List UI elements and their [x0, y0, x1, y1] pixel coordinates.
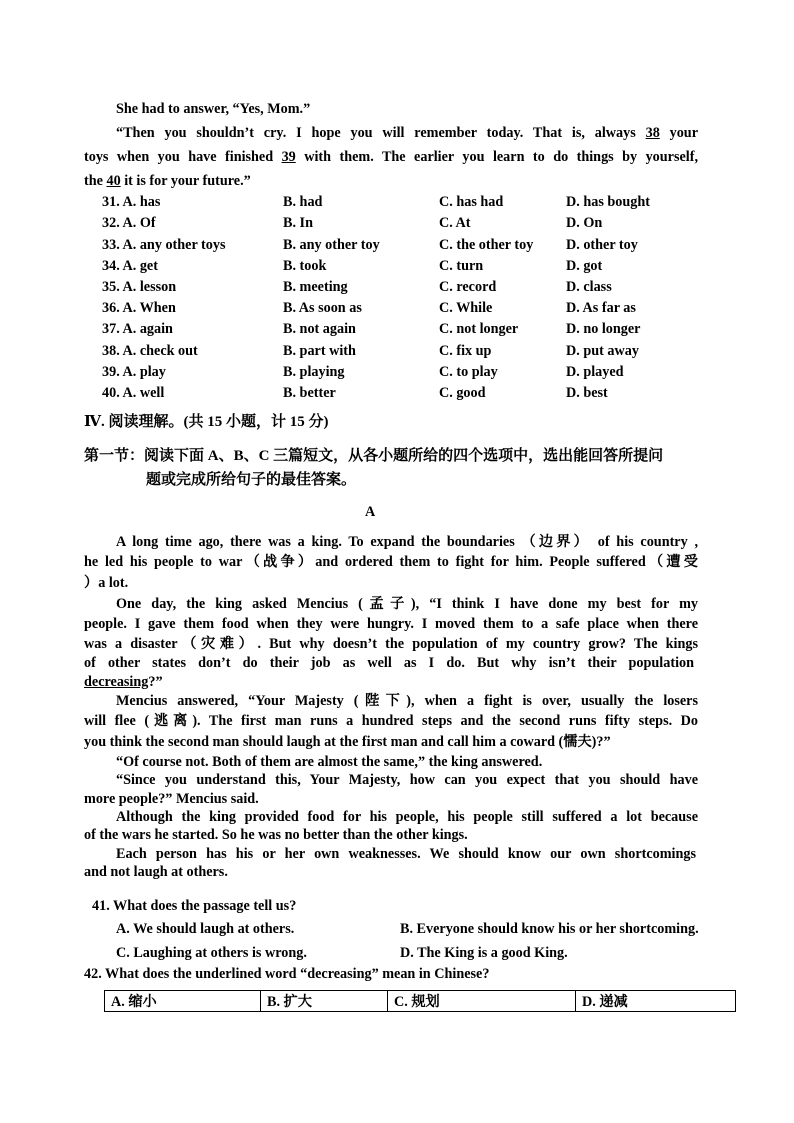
- option-37-d: D. no longer: [566, 321, 641, 337]
- intro-line-1: She had to answer, “Yes, Mom.”: [116, 101, 311, 117]
- passage-p5-line1: “Since you understand this, Your Majesty, how can you expect that you should have: [116, 772, 698, 788]
- intro-line-2: “Then you shouldn’t cry. I hope you will remember today. That is, always 38 your: [116, 125, 698, 141]
- option-35-d: D. class: [566, 279, 612, 295]
- underlined-word-decreasing: decreasing: [84, 674, 149, 690]
- option-34-b: B. took: [283, 258, 327, 274]
- option-32-b: B. In: [283, 215, 313, 231]
- option-36-c: C. While: [439, 300, 493, 316]
- q41-option-b: B. Everyone should know his or her shortcoming.: [400, 921, 699, 937]
- passage-p3-line1: Mencius answered, “Your Majesty (陛下), when a fight is over, usually the losers: [116, 693, 698, 709]
- option-36-b: B. As soon as: [283, 300, 362, 316]
- q41-option-d: D. The King is a good King.: [400, 945, 568, 961]
- option-33-a: 33. A. any other toys: [102, 237, 226, 253]
- passage-p1-line2: he led his people to war（战争）and ordered them to fight for him. People suffered（遭受: [84, 554, 698, 570]
- section-heading: Ⅳ. 阅读理解。(共 15 小题，计 15 分): [84, 414, 329, 430]
- option-38-d: D. put away: [566, 343, 639, 359]
- passage-p7-line2: and not laugh at others.: [84, 864, 228, 880]
- passage-label: A: [365, 504, 376, 520]
- option-35-c: C. record: [439, 279, 497, 295]
- q41-option-c: C. Laughing at others is wrong.: [116, 945, 307, 961]
- option-33-d: D. other toy: [566, 237, 638, 253]
- q42-option-c: C. 规划: [388, 991, 576, 1012]
- passage-p2-line1: One day, the king asked Mencius (孟子), “I think I have done my best for my: [116, 596, 698, 612]
- option-31-a: 31. A. has: [102, 194, 161, 210]
- option-34-c: C. turn: [439, 258, 484, 274]
- option-39-a: 39. A. play: [102, 364, 166, 380]
- passage-p7-line1: Each person has his or her own weaknesses. We should know our own shortcomings: [116, 846, 696, 862]
- intro-line-4: the 40 it is for your future.”: [84, 173, 251, 189]
- passage-p6-line2: of the wars he started. So he was no better than the other kings.: [84, 827, 468, 843]
- option-40-a: 40. A. well: [102, 385, 165, 401]
- section-instruction-1: 第一节：阅读下面 A、B、C 三篇短文，从各小题所给的四个选项中，选出能回答所提问: [84, 448, 664, 464]
- option-35-b: B. meeting: [283, 279, 348, 295]
- option-32-c: C. At: [439, 215, 471, 231]
- option-32-d: D. On: [566, 215, 603, 231]
- passage-p6-line1: Although the king provided food for his people, his people still suffered a lot because: [116, 809, 698, 825]
- option-38-c: C. fix up: [439, 343, 492, 359]
- option-38-b: B. part with: [283, 343, 356, 359]
- option-33-c: C. the other toy: [439, 237, 534, 253]
- blank-39: 39: [281, 149, 296, 165]
- intro-line-3: toys when you have finished 39 with them. The earlier you learn to do things by yourself,: [84, 149, 698, 165]
- q42-option-b: B. 扩大: [261, 991, 388, 1012]
- passage-p2-line3: was a disaster（灾难）. But why doesn’t the population of my country grow? The kings: [84, 636, 698, 652]
- passage-p1-line1: A long time ago, there was a king. To expand the boundaries （边界） of his country ,: [116, 534, 698, 550]
- option-40-b: B. better: [283, 385, 336, 401]
- option-31-c: C. has had: [439, 194, 504, 210]
- option-40-c: C. good: [439, 385, 486, 401]
- option-37-a: 37. A. again: [102, 321, 173, 337]
- option-40-d: D. best: [566, 385, 608, 401]
- option-39-d: D. played: [566, 364, 624, 380]
- option-33-b: B. any other toy: [283, 237, 380, 253]
- option-39-b: B. playing: [283, 364, 345, 380]
- option-37-c: C. not longer: [439, 321, 519, 337]
- option-34-d: D. got: [566, 258, 603, 274]
- q41-option-a: A. We should laugh at others.: [116, 921, 295, 937]
- option-36-a: 36. A. When: [102, 300, 176, 316]
- question-42: 42. What does the underlined word “decreasing” mean in Chinese?: [84, 966, 490, 982]
- passage-p5-line2: more people?” Mencius said.: [84, 791, 259, 807]
- q42-options-table: [104, 990, 736, 1012]
- passage-p4: “Of course not. Both of them are almost the same,” the king answered.: [116, 754, 543, 770]
- question-41: 41. What does the passage tell us?: [92, 898, 297, 914]
- option-36-d: D. As far as: [566, 300, 636, 316]
- option-37-b: B. not again: [283, 321, 356, 337]
- passage-p3-line2: will flee (逃离). The first man runs a hundred steps and the second runs fifty steps. Do: [84, 713, 698, 729]
- option-38-a: 38. A. check out: [102, 343, 198, 359]
- option-32-a: 32. A. Of: [102, 215, 156, 231]
- passage-p2-line2: people. I gave them food when they were hungry. I moved them to a safe place when there: [84, 616, 698, 632]
- option-31-d: D. has bought: [566, 194, 650, 210]
- option-39-c: C. to play: [439, 364, 498, 380]
- q42-option-d: D. 递减: [576, 991, 736, 1012]
- section-instruction-2: 题或完成所给句子的最佳答案。: [146, 472, 357, 488]
- q42-option-a: A. 缩小: [105, 991, 261, 1012]
- option-35-a: 35. A. lesson: [102, 279, 177, 295]
- blank-38: 38: [645, 125, 660, 141]
- passage-p1-line3: ）a lot.: [84, 575, 129, 591]
- option-34-a: 34. A. get: [102, 258, 158, 274]
- passage-p2-line5: decreasing?”: [84, 674, 163, 690]
- passage-p2-line4: of other states don’t do their job as well as I do. But why isn’t their population: [84, 655, 694, 671]
- option-31-b: B. had: [283, 194, 323, 210]
- blank-40: 40: [106, 173, 121, 189]
- passage-p3-line3: you think the second man should laugh at the first man and call him a coward (懦夫)?”: [84, 734, 611, 750]
